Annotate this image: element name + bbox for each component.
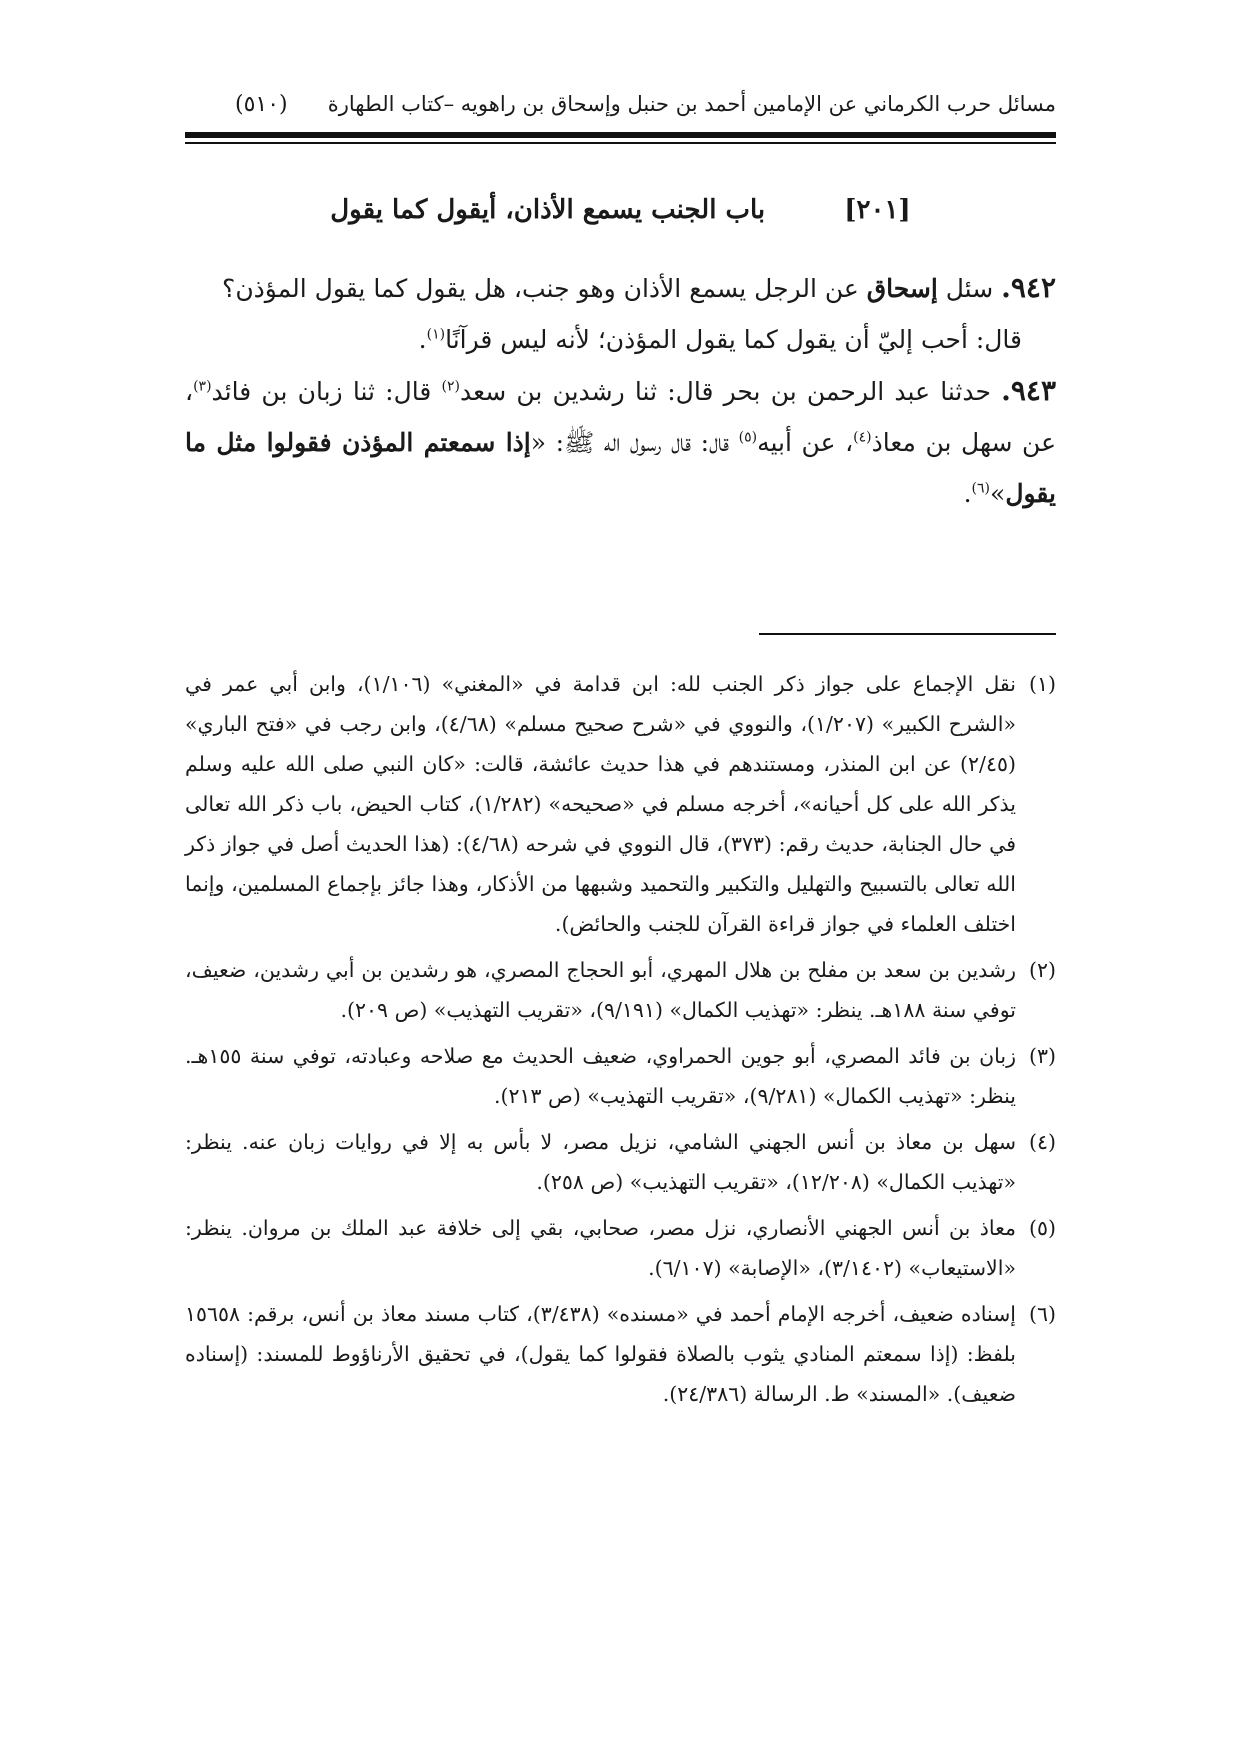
chapter-title: باب الجنب يسمع الأذان، أيقول كما يقول: [330, 195, 766, 225]
footnote-2: [185, 950, 1056, 1030]
entry-text: قال: ثنا زبان بن فائد: [211, 377, 442, 406]
footnote-1: [185, 664, 1056, 944]
entry-text: حدثنا عبد الرحمن بن بحر قال: ثنا رشدين بن سعد: [460, 377, 1002, 406]
entry-text: عن الرجل يسمع الأذان وهو جنب، هل يقول كما يقول المؤذن؟: [222, 274, 867, 303]
footnote-6: [185, 1294, 1056, 1414]
entry-943: [185, 365, 1056, 519]
entry-number: ٩٤٢.: [1001, 271, 1056, 304]
entry-942-answer: [185, 314, 1056, 365]
footnote-ref[interactable]: (٢): [441, 378, 461, 395]
entry-text: قال: قال رسول اله ﷺ: «: [530, 428, 739, 457]
footnote-number: (٦): [1028, 1302, 1056, 1326]
running-title: مسائل حرب الكرماني عن الإمامين أحمد بن حنبل وإسحاق بن راهويه –كتاب الطهارة: [327, 92, 1056, 116]
footnote-5: [185, 1208, 1056, 1288]
entry-text: »: [990, 479, 1006, 508]
footnote-3: [185, 1036, 1056, 1116]
footnote-ref[interactable]: (٦): [971, 480, 991, 497]
footnote-ref[interactable]: (١): [426, 326, 446, 343]
footnote-number: (٥): [1028, 1216, 1056, 1240]
footnote-text: إسناده ضعيف، أخرجه الإمام أحمد في «مسنده» (٣/٤٣٨)، كتاب مسند معاذ بن أنس، برقم: ١٥٦٥٨ بلفظ: (إذا سمعتم المنادي يثوب بالصلاة فقولوا كما يقول)، في تحقيق الأرناؤوط للمسند: (إسناده ضعيف). «المسند» ط. الرسالة (٢٤/٣٨٦).: [185, 1302, 1016, 1406]
footnote-text: نقل الإجماع على جواز ذكر الجنب لله: ابن قدامة في «المغني» (١/١٠٦)، وابن أبي عمر في «الشرح الكبير» (١/٢٠٧)، والنووي في «شرح صحيح مسلم» (٤/٦٨)، وابن رجب في «فتح الباري» (٢/٤٥) عن ابن المنذر، ومستندهم في هذا حديث عائشة، قالت: «كان النبي صلى الله عليه وسلم يذكر الله على كل أحيانه»، أخرجه مسلم في «صحيحه» (١/٢٨٢)، كتاب الحيض، باب ذكر الله تعالى في حال الجنابة، حديث رقم: (٣٧٣)، قال النووي في شرحه (٤/٦٨): (هذا الحديث أصل في جواز ذكر الله تعالى بالتسبيح والتهليل والتكبير والتحميد وشبهها من الأذكار، وهذا جائز بإجماع المسلمين، وإنما اختلف العلماء في جواز قراءة القرآن للجنب والحائض).: [185, 672, 1016, 936]
footnote-separator: [759, 633, 1056, 635]
footnote-number: (٢): [1028, 958, 1056, 982]
entry-text: سئل: [937, 274, 1002, 303]
narrator-name: إسحاق: [866, 274, 938, 303]
footnote-number: (٤): [1028, 1130, 1056, 1154]
entry-text: ، عن أبيه: [757, 428, 854, 457]
entry-text: .: [418, 325, 427, 354]
footnote-number: (١): [1028, 672, 1056, 696]
page-header: [185, 88, 1056, 128]
footnote-text: رشدين بن سعد بن مفلح بن هلال المهري، أبو الحجاج المصري، هو رشدين بن أبي رشدين، ضعيف، توفي سنة ١٨٨هـ. ينظر: «تهذيب الكمال» (٩/١٩١)، «تقريب التهذيب» (ص ٢٠٩).: [185, 958, 1016, 1022]
footnotes: [185, 664, 1056, 1420]
footnote-ref[interactable]: (٤): [853, 429, 872, 446]
entry-text: .: [963, 479, 972, 508]
footnote-4: [185, 1122, 1056, 1202]
header-rule-thick: [185, 132, 1056, 138]
entry-text: قال: أحب إليّ أن يقول كما يقول المؤذن؛ لأنه ليس قرآنًا: [445, 325, 1022, 354]
chapter-heading: [185, 195, 1056, 225]
footnote-number: (٣): [1028, 1044, 1056, 1068]
footnote-text: زبان بن فائد المصري، أبو جوين الحمراوي، ضعيف الحديث مع صلاحه وعبادته، توفي سنة ١٥٥هـ. ينظر: «تهذيب الكمال» (٩/٢٨١)، «تقريب التهذيب» (ص ٢١٣).: [185, 1044, 1016, 1108]
footnote-ref[interactable]: (٣): [193, 378, 212, 395]
header-rule-thin: [185, 142, 1056, 144]
main-text: [185, 262, 1056, 519]
entry-number: ٩٤٣.: [1001, 374, 1057, 407]
hadith-text: إذا سمعتم المؤذن فقولوا مثل ما يقول: [185, 428, 1056, 508]
chapter-number: [٢٠١]: [844, 195, 911, 225]
footnote-text: سهل بن معاذ بن أنس الجهني الشامي، نزيل مصر، لا بأس به إلا في روايات زبان عنه. ينظر: «تهذيب الكمال» (١٢/٢٠٨)، «تقريب التهذيب» (ص ٢٥٨).: [185, 1130, 1016, 1194]
page-number: (٥١٠): [235, 92, 288, 117]
entry-text: ، عن سهل بن معاذ: [185, 377, 1056, 457]
footnote-ref[interactable]: (٥): [738, 429, 758, 446]
entry-942: [185, 262, 1056, 314]
footnote-text: معاذ بن أنس الجهني الأنصاري، نزل مصر، صحابي، بقي إلى خلافة عبد الملك بن مروان. ينظر: «الاستيعاب» (٣/١٤٠٢)، «الإصابة» (٦/١٠٧).: [185, 1216, 1016, 1280]
